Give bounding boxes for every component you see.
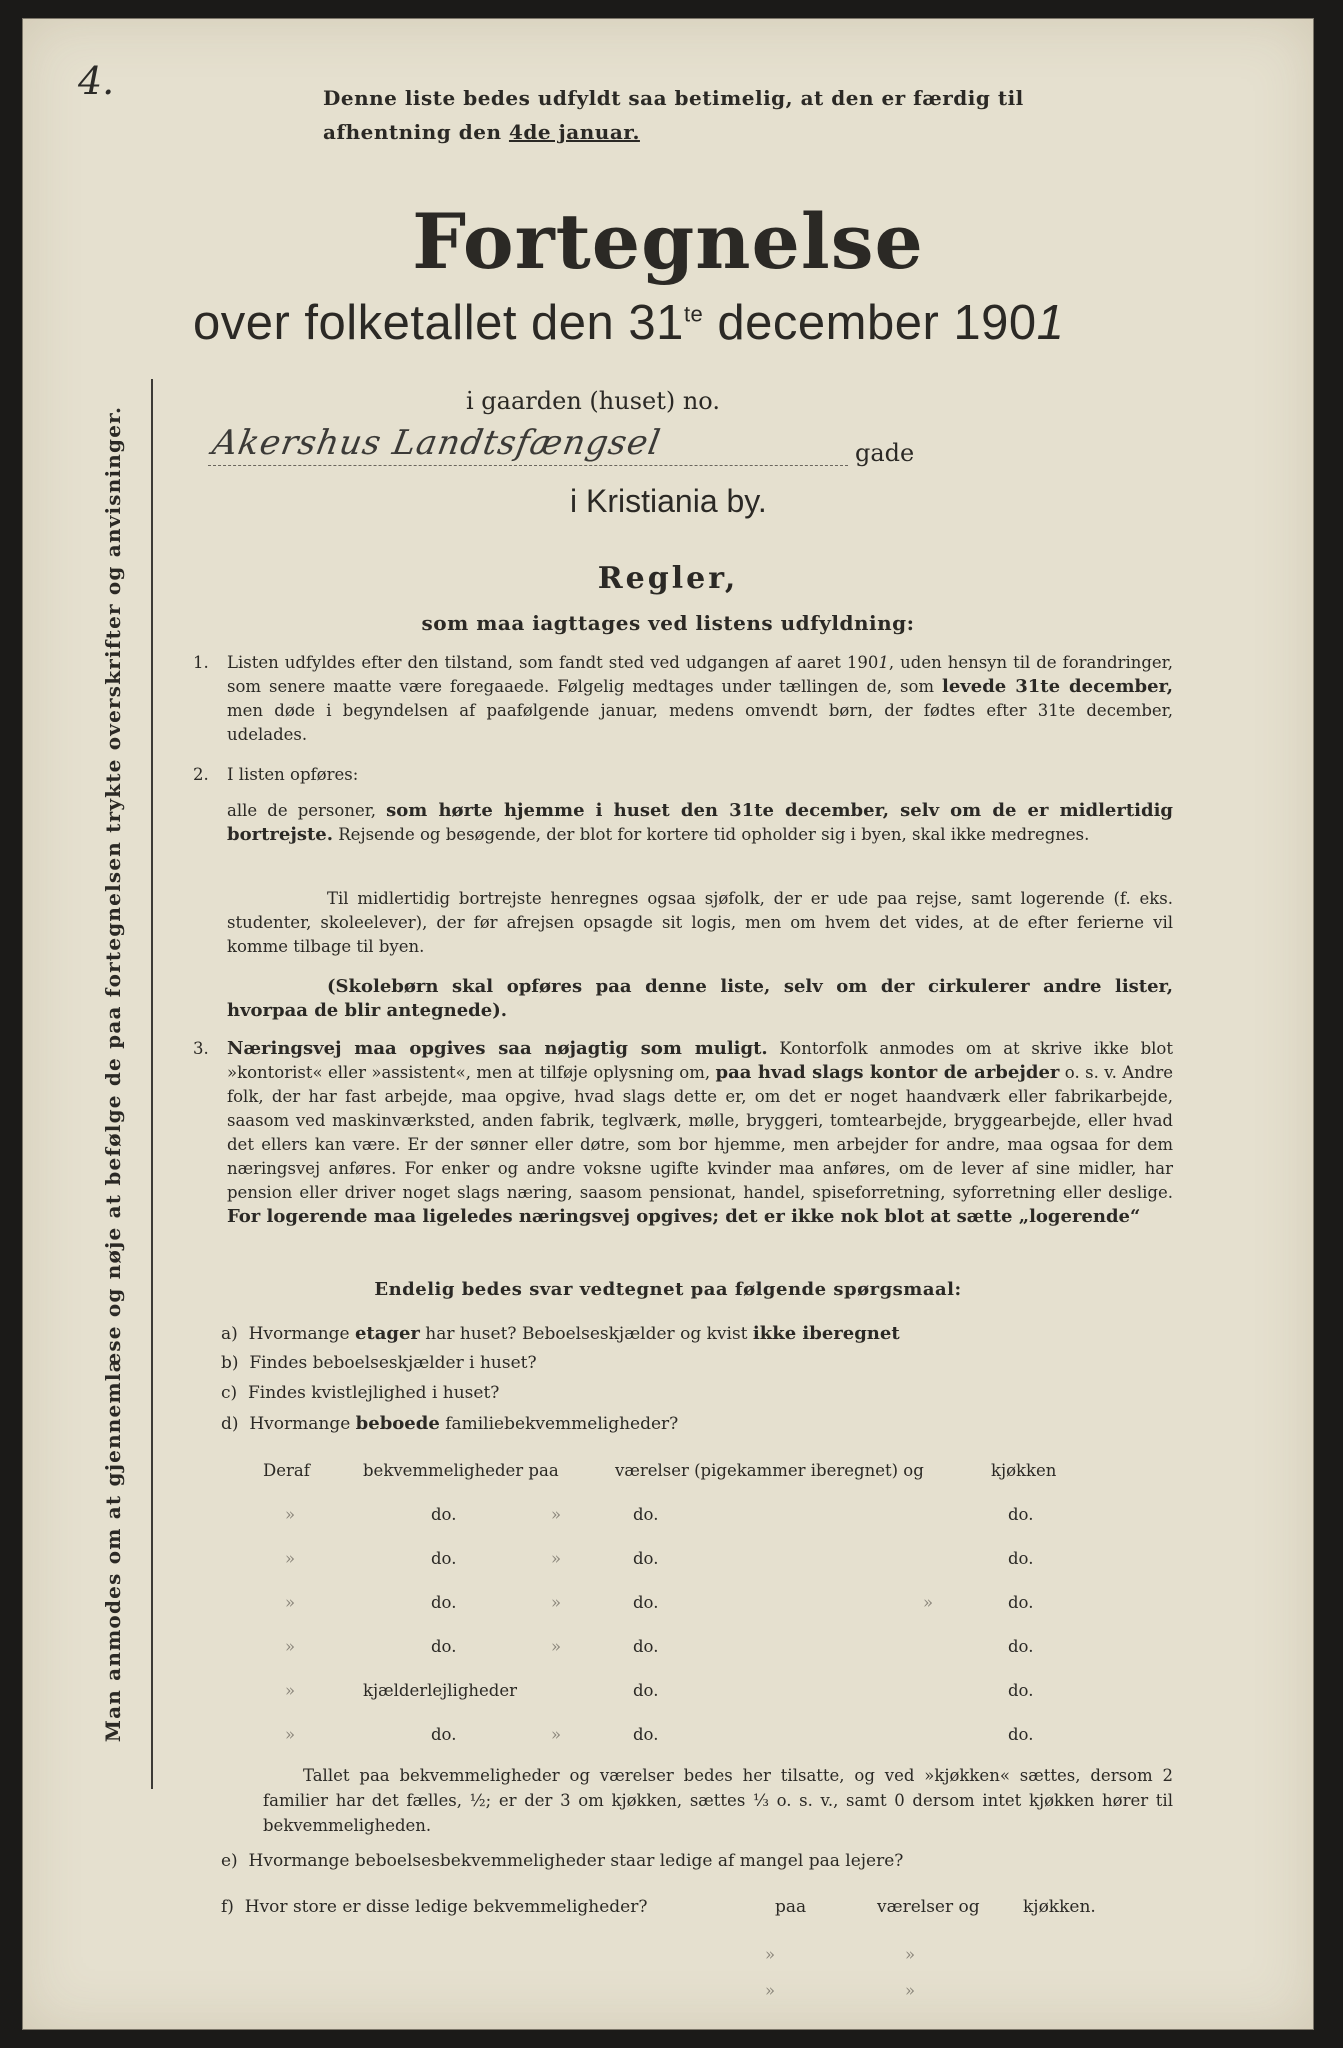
rule-3-text [227,1037,1173,1229]
question-e-label: e) [221,1851,238,1871]
question-f-label: f) [221,1897,234,1917]
question-b [221,1353,537,1373]
question-a-bold-1: etager [354,1323,420,1344]
cell-do: do. [1008,1505,1034,1524]
ditto-mark: » [551,1505,562,1524]
rule-2-heading: I listen opføres: [227,765,359,784]
rule-2 [193,763,1173,787]
table-header-deraf: Deraf [263,1461,310,1480]
question-d-label: d) [221,1414,239,1434]
question-a-label: a) [221,1324,238,1344]
year-handwritten: 1 [1036,296,1065,350]
question-a [221,1323,900,1344]
cell-do: do. [431,1593,457,1612]
table-header-kjokken: kjøkken [991,1461,1057,1480]
ditto-mark: » [551,1637,562,1656]
ditto-mark: » [923,1593,934,1612]
cell-do: do. [633,1681,659,1700]
rule-1-text [227,651,1173,747]
footnote-text: Tallet paa bekvemmeligheder og værelser bedes her tilsatte, og ved »kjøkken« sættes, dersom 2 familier har det fælles, ½; er der 3 om kjøkken, sættes ⅓ o. s. v., samt 0 dersom intet kjøkken hører til bekvemmeligheden. [263,1766,1173,1835]
question-d-bold: beboede [355,1413,440,1434]
sidebar-instruction: Man anmodes om at gjennemlæse og nøje at befølge de paa fortegnelsen trykte overskrifter og anvisninger. [101,405,125,1743]
address-underline [208,465,848,466]
corner-note: 4. [78,59,115,103]
rules-subtitle: som maa iagttages ved listens udfyldning: [421,611,915,635]
rule-1-bold: levede 31te december, [942,676,1174,697]
question-f-text: Hvor store er disse ledige bekvemmeligheder? [244,1897,648,1917]
subtitle-sup: te [683,301,704,327]
table-row [23,1505,1313,1531]
question-c-text: Findes kvistlejlighed i huset? [247,1383,500,1403]
question-b-text: Findes beboelseskjælder i huset? [249,1353,537,1373]
ditto-mark: » [285,1549,296,1568]
rule-3-bold-1: Næringsvej maa opgives saa nøjagtig som muligt. [227,1038,768,1059]
table-row [23,1725,1313,1751]
rule-1-year-hand: 1 [878,653,889,672]
ditto-mark: » [551,1593,562,1612]
rule-3-bold-2: paa hvad slags kontor de arbejder [715,1062,1060,1083]
table-header [23,1461,1313,1487]
rule-2-p1-a: alle de personer, [227,801,387,820]
table-row [23,1593,1313,1619]
city-label: i Kristiania by. [570,483,767,519]
question-f-vaerelser: værelser og [877,1897,980,1917]
handwritten-address: Akershus Landtsfængsel [209,423,664,463]
question-c [221,1383,499,1403]
table-row [23,1637,1313,1663]
question-e-text: Hvormange beboelsesbekvemmeligheder staar ledige af mangel paa lejere? [248,1851,904,1871]
gaarden-label: i gaarden (huset) no. [466,387,720,415]
question-a-bold-2: ikke iberegnet [752,1323,900,1344]
cell-do: do. [633,1593,659,1612]
subtitle-text-2: december 190 [703,296,1037,350]
table-row [23,1549,1313,1575]
table-header-vaerelser: værelser (pigekammer iberegnet) og [615,1461,924,1480]
cell-do: do. [431,1549,457,1568]
subtitle-text: over folketallet den 31 [193,296,684,350]
rule-1-text-b: , uden hensyn til de forandringer, som senere maatte være foregaaede. Følgelig medtages under tællingen de, som [227,653,1173,696]
rule-2-p1-b: Rejsende og besøgende, der blot for kortere tid opholder sig i byen, skal ikke medregnes. [333,825,1090,844]
rule-3-number: 3. [193,1039,209,1058]
ditto-mark: » [285,1505,296,1524]
ditto-mark: » [765,1981,776,2000]
cell-do: do. [1008,1725,1034,1744]
ditto-mark: » [905,1945,916,1964]
rule-2-paragraph-2: Til midlertidig bortrejste henregnes ogsaa sjøfolk, der er ude paa rejse, samt logerende (f. eks. studenter, skoleelever), der før afrejsen opsagde sit logis, men om hvem det vides, at de efter ferierne vil komme tilbage til byen. [227,889,1173,956]
rule-3-text-2: o. s. v. Andre folk, der har fast arbejde, maa opgive, hvad slags dette er, om det er noget haandværk eller fabrikarbejde, saasom ved maskinværksted, anden fabrik, teglværk, mølle, bryggeri, tomtearbejde, bryggearbejde, eller hvad det ellers kan være. Er der sønner eller døtre, som bor hjemme, men arbejder for andre, maa ogsaa for dem næringsvej anføres. For enker og andre voksne ugifte kvinder maa anføres, om de lever af sine midler, har pension eller driver noget slags næring, saasom pensionat, handel, spiseforretning, syforretning eller deslige. [227,1063,1173,1202]
rule-2-paragraph-3: (Skolebørn skal opføres paa denne liste, selv om der cirkulerer andre lister, hvorpaa de blir antegnede). [227,976,1173,1021]
rule-2-number: 2. [193,765,209,784]
cell-do: do. [633,1725,659,1744]
intro-line-2-prefix: afhentning den [323,120,509,144]
rule-1 [193,651,1173,747]
cell-do: do. [431,1725,457,1744]
gade-label: gade [855,439,915,467]
rule-2-paragraph-1 [227,799,1173,847]
question-a-text-1: Hvormange [248,1324,355,1344]
rule-1-text-c: men døde i begyndelsen af paafølgende januar, medens omvendt børn, der fødtes efter 31te december, udelades. [227,701,1173,744]
ditto-mark: » [285,1725,296,1744]
question-e [221,1851,903,1871]
cell-do: do. [431,1637,457,1656]
question-d-text-1: Hvormange [249,1414,356,1434]
question-a-text-2: har huset? Beboelseskjælder og kvist [419,1324,753,1344]
rule-3-bold-3: For logerende maa ligeledes næringsvej opgives; det er ikke nok blot at sætte „logerende“ [227,1206,1141,1227]
page-subtitle [193,295,1064,351]
cell-do: do. [1008,1549,1034,1568]
rules-title: Regler, [597,561,739,596]
question-d-text-2: familiebekvemmeligheder? [439,1414,679,1434]
rule-3-text-1: Kontorfolk anmodes om at skrive ikke blot »kontorist« eller »assistent«, men at tilføje oplysning om, [227,1039,1173,1082]
rule-3 [193,1037,1173,1229]
pickup-date: 4de januar. [508,120,640,144]
table-row [23,1681,1313,1707]
ditto-mark: » [765,1945,776,1964]
sidebar-rule [151,379,153,1789]
cell-do: do. [1008,1593,1034,1612]
cell-do: do. [633,1637,659,1656]
census-form-page [22,18,1314,2030]
rule-2-p1-bold: som hørte hjemme i huset den 31te december, selv om de er midlertidig bortrejste. [227,800,1174,845]
table-row [23,1981,1313,2007]
ditto-mark: » [285,1593,296,1612]
question-f [221,1897,1181,1917]
intro-line-2 [323,115,1193,149]
page-title: Fortegnelse [412,197,924,286]
intro-line-1: Denne liste bedes udfyldt saa betimelig, at den er færdig til [323,86,1024,110]
questions-heading: Endelig bedes svar vedtegnet paa følgende spørgsmaal: [374,1279,962,1300]
question-c-label: c) [221,1383,238,1403]
table-row [23,1945,1313,1971]
rule-1-text-a: Listen udfyldes efter den tilstand, som fandt sted ved udgangen af aaret 190 [227,653,879,672]
question-b-label: b) [221,1353,239,1373]
ditto-mark: » [285,1637,296,1656]
rule-1-number: 1. [193,653,209,672]
table-footnote [263,1763,1173,1838]
question-f-kjokken: kjøkken. [1023,1897,1096,1917]
cell-do: do. [1008,1637,1034,1656]
ditto-mark: » [551,1549,562,1568]
ditto-mark: » [551,1725,562,1744]
ditto-mark: » [905,1981,916,2000]
question-d [221,1413,678,1434]
table-header-bekv: bekvemmeligheder paa [363,1461,559,1480]
cell-do: do. [633,1505,659,1524]
intro-notice [323,81,1193,149]
cell-do: do. [431,1505,457,1524]
cell-do: do. [1008,1681,1034,1700]
question-f-paa: paa [775,1897,807,1917]
cell-kjaelder: kjælderlejligheder [363,1681,517,1700]
cell-do: do. [633,1549,659,1568]
ditto-mark: » [285,1681,296,1700]
